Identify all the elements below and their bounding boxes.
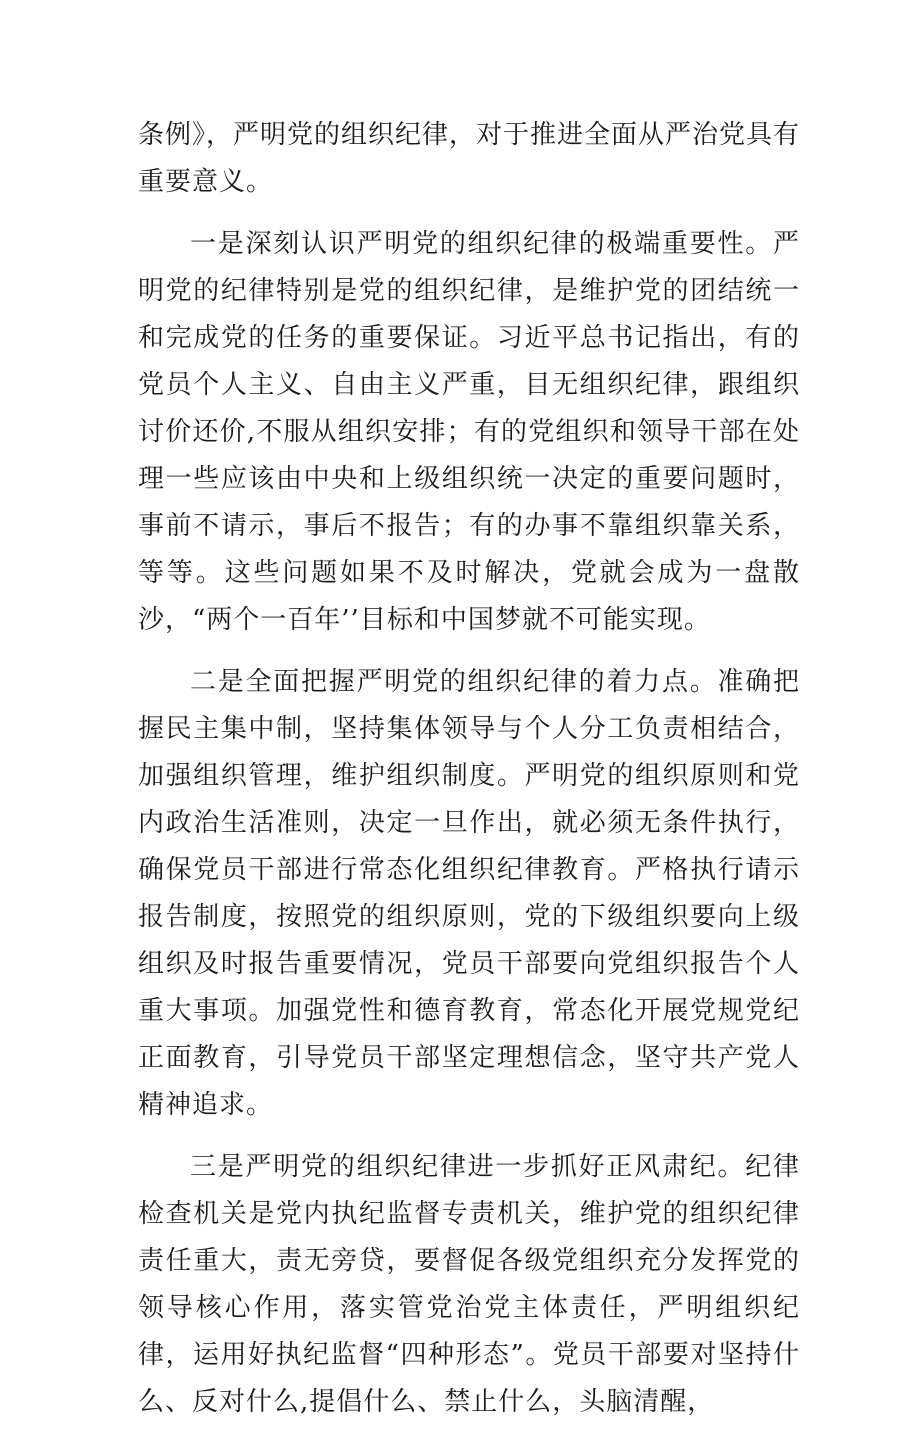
- paragraph-continuation: 条例》，严明党的组织纪律，对于推进全面从严治党具有重要意义。: [138, 120, 801, 197]
- paragraph-first-point: 一是深刻认识严明党的组织纪律的极端重要性。严明党的纪律特别是党的组织纪律，是维护党的团结统一和完成党的任务的重要保证。习近平总书记指出，有的党员个人主义、自由主义严重，目无组织纪律，跟组织讨价还价,不服从组织安排；有的党组织和领导干部在处理一些应该由中央和上级组织统一决定的重要问题时，事前不请示，事后不报告；有的办事不靠组织靠关系，等等。这些问题如果不及时解决，党就会成为一盘散沙，“两个一百年’’目标和中国梦就不可能实现。: [138, 229, 800, 635]
- paragraph-third-point: 三是严明党的组织纪律进一步抓好正风肃纪。纪律检查机关是党内执纪监督专责机关，维护党的组织纪律责任重大，责无旁贷，要督促各级党组织充分发挥党的领导核心作用，落实管党治党主体责任，严明组织纪律，运用好执纪监督“四种形态”。党员干部要对坚持什么、反对什么,提倡什么、禁止什么，头脑清醒，: [138, 1152, 800, 1417]
- document-body: [138, 112, 800, 1441]
- paragraph-second-point: 二是全面把握严明党的组织纪律的着力点。准确把握民主集中制，坚持集体领导与个人分工负责相结合，加强组织管理，维护组织制度。严明党的组织原则和党内政治生活准则，决定一旦作出，就必须无条件执行，确保党员干部进行常态化组织纪律教育。严格执行请示报告制度，按照党的组织原则，党的下级组织要向上级组织及时报告重要情况，党员干部要向党组织报告个人重大事项。加强党性和德育教育，常态化开展党规党纪正面教育，引导党员干部坚定理想信念，坚守共产党人精神追求。: [138, 667, 800, 1120]
